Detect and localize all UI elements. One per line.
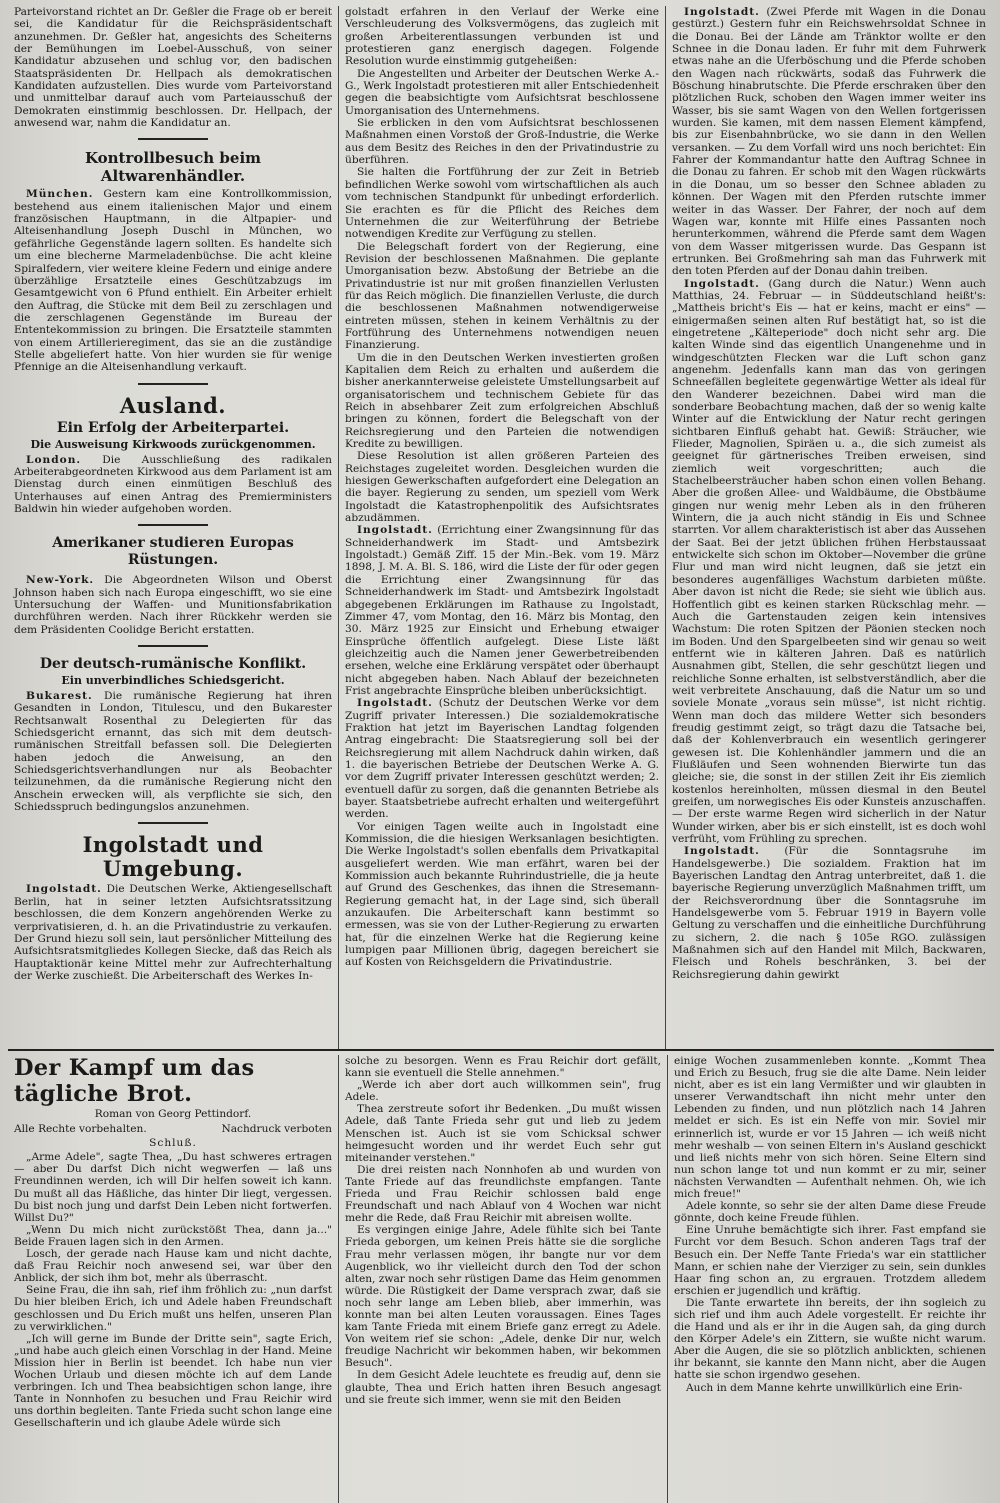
natur-text: (Gang durch die Natur.) Wenn auch Matthias, 24. Februar — in Süddeutschland heißt's: „Mattheis bricht's Eis — hat er keins, macht er eins" — einigermaßen seinen alten Ruf bestätigt hat, so ist die eingetretene „Kälteperiode" doch nicht sehr arg. Die kalten Winde sind das eigentlich Unangenehme und in windgeschützten Flecken war die Luft schon ganz angenehm. Jedenfalls kann man das von geringen Schneefällen begleitete gegenwärtige Wetter als ideal für den Wanderer bezeichnen. Dabei wird man die sonderbare Beobachtung machen, daß der so wenig kalte Winter auf die Entwicklung der Natur recht geringen sichtbaren Einfluß gehabt hat. Gewiß: Sträucher, wie Flieder, Magnolien, Spiräen u. a., die sich zumeist als geeignet für gärtnerisches Treiben erweisen, sind ziemlich weit vorgeschritten; auch die Stachelbeersträucher haben schon einen vollen Behang. Aber die großen Allee- und Waldbäume, die Obstbäume gingen nur wenig mehr Leben als in den früheren Wintern, die ja auch nicht ständig in Eis und Schnee starrten. Vor allem charakteristisch ist aber das Aussehen der Saat. Bei der jetzt üblichen frühen Herbstaussaat entwickelte sich schon im Oktober—November die grüne Flur und man wird nicht leugnen, daß sie jetzt ein besonderes augenfälliges Wachstum darbieten müßte. Aber davon ist nicht die Rede; sie sieht wie üblich aus. Hoffentlich gibt es keinen starken Rückschlag mehr. — Auch die Gartenstauden zeigen kein intensives Wachstum: Die roten Spitzen der Päonien stecken noch im Boden. Und den Spargelbeeten sind wir genau so weit entfernt wie in kälteren Jahren. Daß es natürlich Ausnahmen gibt, Stellen, die sehr geschützt liegen und reichliche Sonne erhalten, ist selbstverständlich, aber die weit verbreitete Anschauung, daß die Natur um so und soviele Monate „voraus sein müsse", ist nicht richtig. Wenn man doch das mildere Wetter sich besonders freudig gestimmt zeigt, so trägt dazu die Tatsache bei, daß der Kohlenverbrauch ein wesentlich geringerer gewesen ist. Die Kohlenhändler jammern und die an Flußläufen und Seen wohnenden Bierwirte tun das gleiche; sie, die sonst in der stillen Zeit ihr Eis ziemlich kostenlos hereinholten, müssen diesmal in den Beutel greifen, um norwegisches Eis oder Kunsteis anzuschaffen. — Der erste warme Regen wird sicherlich in der Natur Wunder wirken, aber bis er sich einstellt, ist es doch wohl verfrüht, vom Frühling zu sprechen. [672,277,986,846]
rumaen-text: Die rumänische Regierung hat ihren Gesandten in London, Titulescu, und den Bukarester Rechtsanwalt Rosenthal zu Delegierten für das Schiedsgericht ernannt, das sich mit dem deutsch-rumänischen Streitfall befassen soll. Die Delegierten haben jedoch die Anweisung, an den Schiedsgerichtsverhandlungen nur als Beobachter teilzunehmen, da die rumänische Regierung nicht den Anschein erwecken will, als verpflichte sie sich, den Schiedsspruch bedingungslos anzunehmen. [14,690,332,814]
kontroll-article [14,188,332,373]
pferde-article [672,6,986,278]
schluss-label: Schluß. [149,1137,197,1150]
novel-paragraph: „Werde ich aber dort auch willkommen sein", frug Adele. [345,1079,661,1104]
novel-paragraph: Adele konnte, so sehr sie der alten Dame diese Freude gönnte, doch keine Freude fühlen. [674,1200,986,1225]
upper-section [8,6,994,1051]
ingolstadt-article [14,883,332,982]
ingolstadt-section-title: Ingolstadt und Umgebung. [82,832,264,882]
dateline: Ingolstadt. [26,883,102,896]
dateline: München. [26,188,94,201]
schutz-text: (Schutz der Deutschen Werke vor dem Zugriff privater Interessen.) Die sozialdemokratische Fraktion hat jetzt im Bayerischen Landtag folgenden Antrag eingebracht: Die Staatsregierung soll bei der Reichsregierung mit allem Nachdruck dahin wirken, daß 1. die bayerischen Betriebe der Deutschen Werke A. G. vor dem Zugriff privater Interessen geschützt werden; 2. eventuell dafür zu sorgen, daß die genannten Betriebe als bayer. Staatsbetriebe aufrecht erhalten und weitergeführt werden. [345,697,659,821]
paragraph: golstadt erfahren in den Verlauf der Werke eine Verschleuderung des Volksvermögens, das zugleich mit großen Arbeiterentlassungen verbunden ist und protestieren ganz energisch dagegen. Folgende Resolution wurde einstimmig gutgeheißen: [345,6,659,68]
novel-paragraph: solche zu besorgen. Wenn es Frau Reichir dort gefällt, kann sie eventuell die Stelle annehmen." [345,1055,661,1080]
erfolg-headline: Ein Erfolg der Arbeiterpartei. [56,419,290,436]
rumaen-subheadline: Ein unverbindliches Schiedsgericht. [61,674,285,688]
erfolg-text: Die Ausschließung des radikalen Arbeiterabgeordneten Kirkwood aus dem Parlament ist am Dienstag durch einen einmütigen Beschluß des Unterhauses auf einen Antrag des Premierministers Baldwin hin wieder aufgehoben worden. [14,453,332,515]
novel-paragraph: „Ich will gerne im Bunde der Dritte sein", sagte Erich, „und habe auch gleich einen Vorschlag in der Hand. Meine Mission hier in Berlin ist beendet. Ich habe nun vier Wochen Urlaub und diesen möchte ich auf dem Lande verbringen. Ich und Thea beabsichtigen schon lange, ihre Tante in Nonnhofen zu besuchen und Frau Reichir wird uns dorthin begleiten. Tante Frieda sucht schon lange eine Gesellschafterin und ich glaube Adele würde sich [14,1332,332,1430]
column-2 [338,6,665,1049]
amerik-text: Die Abgeordneten Wilson und Oberst Johnson haben sich nach Europa eingeschifft, wo sie eine Untersuchung der Waffen- und Munitionsfabrikation durchführen werden. Nach ihrer Rückkehr werden sie dem Präsidenten Coolidge Bericht erstatten. [14,574,332,636]
novel-paragraph: In dem Gesicht Adele leuchtete es freudig auf, denn sie glaubte, Thea und Erich hatten ihren Besuch angesagt und sie freute sich immer, wenn sie mit den Beiden [345,1369,661,1406]
novel-column-1 [8,1055,338,1503]
novel-paragraph: „Wenn Du mich nicht zurückstößt Thea, dann ja..." Beide Frauen lagen sich in den Armen. [14,1223,332,1248]
resolution-paragraph: Die Angestellten und Arbeiter der Deutschen Werke A.-G., Werk Ingolstadt protestieren mit aller Entschiedenheit gegen die beabsichtigte vom Aufsichtsrat beschlossene Umorganisation des Unternehmens. [345,67,659,117]
novel-paragraph: „Arme Adele", sagte Thea, „Du hast schweres ertragen — aber Du darfst Dich nicht wegwerfen — laß uns Freundinnen werden, ich will Dir helfen soweit ich kann. Du mußt all das Häßliche, das hinter Dir liegt, vergessen. Du bist noch jung und darfst Dein Leben nicht fortwerfen. Willst Du?" [14,1151,332,1224]
zwangsinnung-text: (Errichtung einer Zwangsinnung für das Schneiderhandwerk im Stadt- und Amtsbezirk Ingolstadt.) Gemäß Ziff. 15 der Min.-Bek. vom 19. März 1898, J. M. A. Bl. S. 186, wird die Liste der für oder gegen die Errichtung einer Zwangsinnung für das Schneiderhandwerk im Stadt- und Amtsbezirk Ingolstadt abgegebenen Erklärungen im Rathause zu Ingolstadt, Zimmer 47, vom Montag, den 16. März bis Montag, den 30. März 1925 zur Einsicht und Erhebung etwaiger Einsprüche öffentlich aufgelegt. Diese Liste läßt gleichzeitig auch die Namen jener Gewerbetreibenden ersehen, welche eine Erklärung verspätet oder überhaupt nicht abgegeben haben. Nach Ablauf der bezeichneten Frist angebrachte Einsprüche bleiben unberücksichtigt. [345,524,659,697]
dateline: Ingolstadt. [357,697,433,710]
divider [138,645,208,647]
feuilleton-section [8,1055,994,1503]
divider [138,383,208,385]
sonntagsruhe-article [672,845,986,981]
rumaen-headline: Der deutsch-rumänische Konflikt. [39,656,307,673]
dateline: Ingolstadt. [357,524,433,537]
novel-author: Roman von Georg Pettindorf. [94,1108,252,1120]
kontroll-text: Gestern kam eine Kontrollkommission, bestehend aus einem italienischen Major und einem französischen Hauptmann, in die Altpapier- und Alteisenhandlung Joseph Duschl in München, wo gefährliche Gegenstände lagern sollten. Es handelte sich um eine blecherne Marmeladenbüchse. Die acht kleine Spiralfedern, vier weitere kleine Federn und einige andere überzählige Ersatzteile eines Geschützabzugs im Gesamtgewicht von 6 Pfund enthielt. Ein Arbeiter erhielt den Auftrag, die Stücke mit dem Beil zu zerschlagen und die zerschlagenen Gegenstände im Bureau der Ententekommission zu bringen. Die Ersatzteile stammten von einem Artillerieregiment, das sie an die zuständige Stelle abgeliefert hatte. Von hier wurden sie für wenige Pfennige an die Alteisenhandlung verkauft. [14,188,332,374]
resolution-paragraph: Sie halten die Fortführung der zur Zeit in Betrieb befindlichen Werke sowohl vom wirtschaftlichen als auch vom technischen Standpunkt für unbedingt erforderlich. Sie erachten es für die Pflicht des Reiches dem Unternehmen die zur Weiterführung der Betriebe notwendigen Kredite zur Verfügung zu stellen. [345,166,659,241]
pferde-text: (Zwei Pferde mit Wagen in die Donau gestürzt.) Gestern fuhr ein Reichswehrsoldat Schnee in die Donau. Bei der Lände am Tränktor wollte er den Schnee in die Donau laden. Er fuhr mit dem Fuhrwerk etwas nahe an die Uferböschung und die Pferde schoben den Wagen nach rückwärts, sodaß das Fuhrwerk die Böschung hinabrutschte. Die Pferde erschraken über den plötzlichen Ruck, schoben den Wagen immer weiter ins Wasser, bis sie samt Wagen von den Wellen fortgerissen wurden. Sie kamen, mit dem nassen Element kämpfend, bis zur Eisenbahnbrücke, wo sie dann in den Wellen versanken. — Zu dem Vorfall wird uns noch berichtet: Ein Fahrer der Kommandantur hatte den Auftrag Schnee in die Donau zu fahren. Er schob mit den Wagen rückwärts in die Donau, um so besser den Schnee abladen zu können. Der Wagen mit den Pferden rutschte immer weiter in das Wasser. Der Fahrer, der noch auf dem Wagen war, konnte mit Hilfe eines Passanten noch herunterkommen, während die Pferde samt dem Wagen von dem Wasser mitgerissen wurde. Das Gespann ist ertrunken. Bei Großmehring sah man das Fuhrwerk mit den toten Pferden auf der Donau dahin treiben. [672,6,986,278]
dateline: New-York. [26,574,95,587]
resolution-paragraph: Die Belegschaft fordert von der Regierung, eine Revision der beschlossenen Maßnahmen. Die geplante Umorganisation bezw. Abstoßung der Betriebe an die Privatindustrie ist nur mit großen finanziellen Verlusten für das Reich möglich. Die finanziellen Verluste, die durch die beschlossenen Maßnahmen notwendigerweise eintreten müssen, stehen in keinem Verhältnis zu der Fortführung des Unternehmens notwendigen neuen Finanzierung. [345,240,659,352]
dateline: Bukarest. [26,690,93,703]
novel-paragraph: Seine Frau, die ihn sah, rief ihm fröhlich zu: „nun darfst Du hier bleiben Erich, ich und Adele haben Freundschaft geschlossen und Du Erich mußt uns helfen, unseren Plan zu verwirklichen." [14,1284,332,1333]
column-3 [665,6,992,1049]
paragraph: Diese Resolution ist allen größeren Parteien des Reichstages zugeleitet worden. Desgleichen wurden die hiesigen Gewerkschaften aufgefordert eine Delegation an die bayer. Regierung zu senden, um speziell vom Werk Ingolstadt die Katastrophenpolitik des Aufsichtsrates abzudämmen. [345,450,659,525]
divider [138,138,208,140]
dateline: Ingolstadt. [684,845,760,858]
paragraph: Vor einigen Tagen weilte auch in Ingolstadt eine Kommission, die die hiesigen Werksanlagen besichtigten. Die Werke Ingolstadt's sollen ebenfalls dem Privatkapital ausgeliefert werden. Wie man erfährt, waren bei der Kommission auch bekannte Ruhrindustrielle, die ja heute auf Grund des Geschenkes, das ihnen die Stresemann-Regierung gemacht hat, in der Lage sind, sich überall anzukaufen. Die Arbeiterschaft kann bestimmt so ermessen, was sie von der Luther-Regierung zu erwarten hat, für die einzelnen Werke hat die Regierung keine lumpigen paar Millionen übrig, dagegen bereichert sie auf Kosten von Reichsgeldern die Privatindustrie. [345,820,659,969]
novel-paragraph: Es vergingen einige Jahre, Adele fühlte sich bei Tante Frieda geborgen, um keinen Preis hätte sie die sorgliche Frau mehr verlassen mögen, ihr bangte nur vor dem Augenblick, wo ihr vielleicht durch den Tod der schon alten, zwar noch sehr rüstigen Dame das Heim genommen würde. Die Rüstigkeit der Dame versprach zwar, daß sie noch sehr lange am Leben blieb, aber immerhin, was konnte man bei alten Leuten voraussagen. Eines Tages kam Tante Frieda mit einem Briefe ganz erregt zu Adele. Von weitem rief sie schon: „Adele, denke Dir nur, welch freudige Nachricht wir bekommen haben, wir bekommen Besuch". [345,1224,661,1370]
ingolstadt-text: Die Deutschen Werke, Aktiengesellschaft Berlin, hat in seiner letzten Aufsichtsratssitzung beschlossen, die dem Konzern angehörenden Werke zu verprivatisieren, d. h. an die Privatindustrie zu verkaufen. Der Grund hiezu soll sein, laut persönlicher Mitteilung des Aufsichtsratsmitgliedes Kollegen Siecke, daß das Reich als Hauptaktionär keine Mittel mehr zur Aufrechterhaltung der Werke zuschießt. Die Arbeiterschaft des Werkes In- [14,883,332,982]
resolution-paragraph: Sie erblicken in den vom Aufsichtsrat beschlossenen Maßnahmen einen Vorstoß der Groß-Industrie, die Werke aus dem Besitz des Reiches in den der Privatindustrie zu überführen. [345,117,659,167]
rights-right: Nachdruck verboten [221,1123,332,1136]
novel-paragraph: Losch, der gerade nach Hause kam und nicht dachte, daß Frau Reichir noch anwesend sei, war über den Anblick, der sich ihm bot, mehr als überrascht. [14,1248,332,1285]
sonntagsruhe-text: (Für die Sonntagsruhe im Handelsgewerbe.) Die sozialdem. Fraktion hat im Bayerischen Landtag den Antrag unterbreitet, daß 1. die bayerische Regierung unverzüglich Maßnahmen trifft, um der Reichsverordnung über die Sonntagsruhe im Handelsgewerbe vom 5. Februar 1919 in Bayern volle Geltung zu verschaffen und die einheitliche Durchführung zu sichern, 2. die nach § 105e RGO. zulässigen Maßnahmen sich auf den Handel mit Milch, Backwaren, Fleisch und Rohels beschränken, 3. bei der Reichsregierung dahin gewirkt [672,845,986,981]
novel-paragraph: Die Tante erwartete ihn bereits, der ihn sogleich zu sich rief und ihm auch Adele vorgestellt. Er reichte ihr die Hand und als er ihr in die Augen sah, da ging durch den Körper Adele's ein Zittern, sie wußte nicht warum. Aber die Augen, die sie so plötzlich anblickten, schienen ihr bekannt, sie kannte den Mann nicht, aber die Augen hatte sie schon irgendwo gesehen. [674,1296,986,1382]
rights-line [14,1123,332,1135]
amerik-article [14,574,332,636]
novel-paragraph: Die drei reisten nach Nonnhofen ab und wurden von Tante Friede auf das freundlichste empfangen. Tante Frieda und Frau Reichir schlossen bald enge Freundschaft und nach Ablauf von 4 Wochen war nicht mehr die Rede, daß Frau Reichir mit abreisen wollte. [345,1163,661,1225]
novel-paragraph: Eine Unruhe bemächtigte sich ihrer. Fast empfand sie Furcht vor dem Besuch. Schon anderen Tags traf der Besuch ein. Der Neffe Tante Frieda's war ein stattlicher Mann, er schien nahe der Vierziger zu sein, sein dunkles Haar fing schon an, zu ergrauen. Trotzdem alledem erschien er jugendlich und kräftig. [674,1224,986,1297]
novel-column-2 [338,1055,667,1503]
column-1 [8,6,338,1049]
rumaen-article [14,690,332,813]
divider [138,524,208,526]
novel-paragraph: einige Wochen zusammenleben konnte. „Kommt Thea und Erich zu Besuch, frug sie die alte Dame. Nein leider nicht, aber es ist ein lang Vermißter und wir glaubten in unserer Verwandtschaft ihn nicht mehr unter den Lebenden zu finden, und nun plötzlich nach 14 Jahren meldet er sich. Es ist ein Neffe von mir. Soviel mir erinnerlich ist, wurde er vor 15 Jahren — ich weiß nicht mehr weshalb — von seinen Eltern in's Ausland geschickt und ließ nichts mehr von sich hören. Seine Eltern sind nun schon lange tot und nun kommt er zu mir, seiner nächsten Verwandten — Aufenthalt nehmen. Oh, wie ich mich freue!" [674,1055,986,1201]
amerik-headline: Amerikaner studieren Europas Rüstungen. [52,535,294,569]
ausland-section-title: Ausland. [119,392,227,418]
natur-article [672,278,986,846]
intro-paragraph: Parteivorstand richtet an Dr. Geßler die Frage ob er bereit sei, die Kandidatur für die Reichspräsidentschaft anzunehmen. Dr. Geßler hat, angesichts des Scheiterns der Bemühungen im Loebel-Ausschuß, von seiner Kandidatur abzusehen und schlug vor, den badischen Staatspräsidenten Dr. Hellpach als demokratischen Kandidaten aufzustellen. Dies wurde vom Parteivorstand und unmittelbar darauf auch vom Parteiausschuß der Demokraten einstimmig beschlossen. Dr. Hellpach, der anwesend war, nahm die Kandidatur an. [14,6,332,130]
schutz-article [345,697,659,820]
kontroll-headline: Kontrollbesuch beim Altwarenhändler. [84,149,262,186]
erfolg-subheadline: Die Ausweisung Kirkwoods zurückgenommen. [30,437,316,451]
zwangsinnung-article [345,524,659,697]
novel-title: Der Kampf um das tägliche Brot. [14,1055,255,1107]
novel-column-3 [667,1055,992,1503]
rights-left: Alle Rechte vorbehalten. [14,1123,147,1136]
dateline: Ingolstadt. [684,277,760,290]
novel-paragraph: Auch in dem Manne kehrte unwillkürlich eine Erin- [686,1381,963,1394]
resolution-paragraph: Um die in den Deutschen Werken investierten großen Kapitalien dem Reich zu erhalten und außerdem die bisher anerkannterweise geleistete Umstellungsarbeit auf organisatorischem und technischem Gebiete für das Reich in absehbarer Zeit zum erfolgreichen Abschluß bringen zu können, fordert die Belegschaft von der Reichsregierung und den Parteien die notwendigen Kredite zu bewilligen. [345,351,659,451]
divider [138,822,208,824]
erfolg-article [14,454,332,516]
dateline: London. [26,453,82,466]
novel-paragraph: Thea zerstreute sofort ihr Bedenken. „Du mußt wissen Adele, daß Tante Frieda sehr gut und lieb zu jedem Menschen ist. Auch ist sie vom Schicksal schwer heimgesucht worden und ihr werdet Euch sehr gut miteinander verstehen." [345,1103,661,1164]
dateline: Ingolstadt. [684,6,760,18]
